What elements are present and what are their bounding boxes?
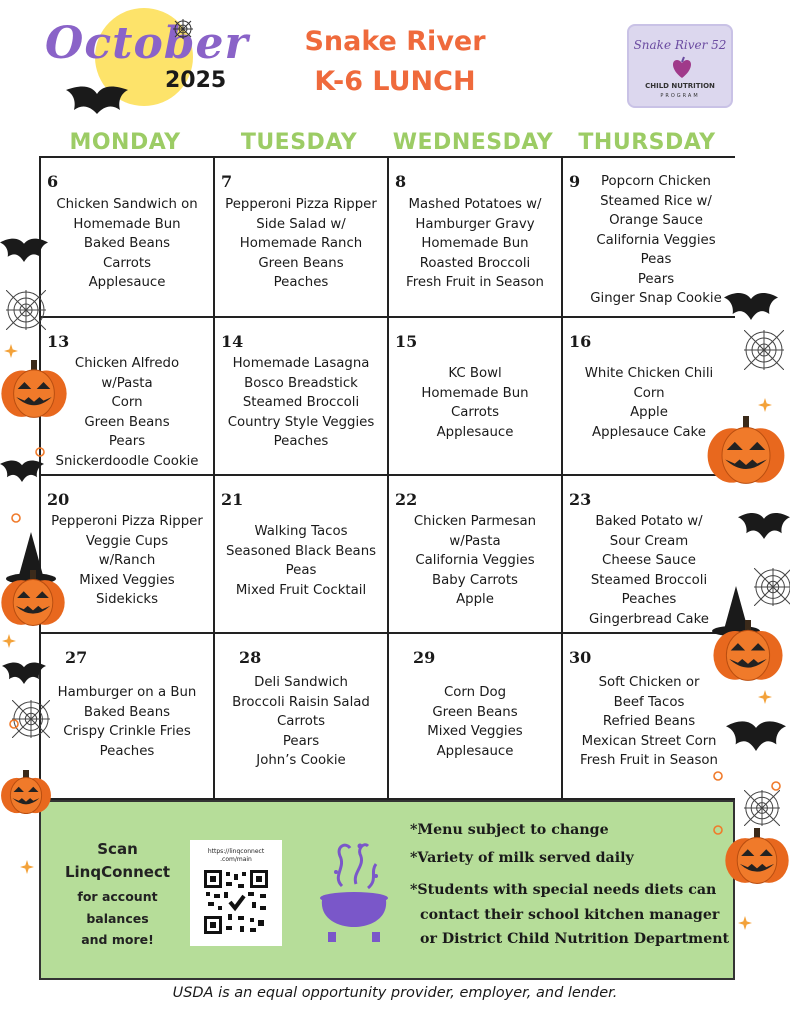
date-number: 20 (47, 490, 70, 509)
menu-item: Soft Chicken or (598, 675, 700, 691)
date-number: 28 (239, 648, 262, 667)
scan-desc-line: and more! (81, 932, 154, 947)
menu-item: Steamed Broccoli (242, 395, 360, 411)
menu-item: Sidekicks (95, 592, 159, 608)
menu-item: Homemade Bun (73, 216, 181, 232)
pumpkin-icon (724, 828, 790, 884)
district-logo (627, 24, 733, 108)
menu-items (389, 195, 561, 293)
qr-code (204, 870, 268, 934)
menu-item: Veggie Cups (85, 533, 169, 549)
menu-item: Crispy Crinkle Fries (63, 724, 191, 739)
day-header-tuesday: TUESDAY (240, 130, 358, 155)
scan-label: Scan (97, 840, 138, 858)
spiderweb-icon (6, 290, 46, 330)
qr-code-card[interactable] (190, 840, 282, 946)
date-number: 8 (395, 172, 407, 191)
menu-item: Peas (285, 563, 317, 578)
menu-items (215, 354, 387, 452)
menu-item: California Veggies (596, 232, 716, 248)
menu-item: John’s Cookie (256, 753, 346, 769)
star-icon (20, 860, 34, 874)
menu-item: Corn Dog (443, 685, 507, 700)
menu-item: Baked Potato w/ (595, 514, 703, 529)
menu-item: Sour Cream (609, 533, 689, 549)
menu-item: Hamburger Gravy (415, 216, 535, 232)
menu-item: Fresh Fruit in Season (580, 753, 718, 769)
star-icon (2, 634, 16, 648)
menu-item: Applesauce (436, 424, 514, 440)
spiderweb-icon (744, 330, 784, 370)
apple-heart-icon (669, 56, 695, 80)
menu-item: Carrots (102, 255, 152, 271)
date-number: 7 (221, 172, 233, 191)
note-special-diets-cont: contact their school kitchen manager (420, 907, 720, 923)
scan-desc-line: balances (86, 910, 149, 926)
spiderweb-icon (744, 790, 780, 826)
note-menu-change: *Menu subject to change (410, 822, 609, 838)
date-number: 23 (569, 490, 592, 509)
bat-icon (0, 458, 44, 482)
year-label: 2025 (165, 68, 227, 93)
bat-icon (0, 236, 48, 262)
menu-item: Ginger Snap Cookie (590, 291, 722, 306)
menu-item: Peas (640, 252, 672, 267)
menu-item: Peaches (273, 275, 329, 291)
menu-item: Country Style Veggies (227, 414, 375, 430)
note-special-diets: *Students with special needs diets can (410, 882, 717, 898)
menu-items (389, 512, 561, 610)
menu-item: Apple (630, 405, 668, 420)
day-cell-wednesday (389, 476, 563, 634)
ring-icon (712, 824, 724, 836)
menu-item: Roasted Broccoli (419, 255, 531, 271)
date-number: 29 (413, 648, 436, 667)
day-cell-tuesday (215, 318, 389, 476)
menu-item: Deli Sandwich (254, 675, 348, 691)
menu-item: w/Ranch (98, 553, 156, 569)
menu-item: Popcorn Chicken (600, 174, 711, 189)
date-number: 9 (569, 172, 581, 191)
day-cell-tuesday (215, 476, 389, 634)
day-cell-wednesday (389, 318, 563, 476)
menu-item: Peaches (99, 743, 155, 759)
menu-item: Seasoned Black Beans (225, 543, 377, 559)
menu-item: Peaches (621, 592, 677, 607)
logo-name: Snake River 52 (633, 38, 727, 52)
ring-icon (8, 718, 20, 730)
menu-item: Steamed Rice w/ (600, 193, 712, 209)
menu-item: Broccoli Raisin Salad (232, 694, 370, 710)
note-milk: *Variety of milk served daily (410, 850, 634, 866)
menu-item: Corn (633, 385, 665, 401)
usda-statement: USDA is an equal opportunity provider, employer, and lender. (172, 985, 618, 1001)
menu-item: Carrots (450, 405, 500, 420)
star-icon (758, 398, 772, 412)
note-special-diets-cont: or District Child Nutrition Department (420, 931, 730, 947)
menu-item: Homemade Bun (421, 385, 529, 401)
bat-icon (724, 290, 778, 320)
menu-item: KC Bowl (448, 366, 502, 381)
menu-items (41, 683, 213, 761)
cauldron-icon (312, 836, 396, 948)
date-number: 30 (569, 648, 592, 667)
day-cell-wednesday (389, 158, 563, 318)
bat-icon (2, 660, 46, 684)
menu-items (577, 172, 735, 309)
date-number: 6 (47, 172, 59, 191)
page-title: Snake River (304, 26, 486, 57)
menu-item: Mixed Veggies (427, 724, 523, 739)
day-cell-monday (41, 476, 215, 634)
menu-item: Side Salad w/ (256, 216, 346, 232)
menu-item: Carrots (276, 714, 326, 730)
menu-item: Apple (456, 592, 494, 608)
menu-item: Baked Beans (83, 236, 171, 252)
menu-item: Snickerdoodle Cookie (55, 453, 199, 469)
day-cell-thursday (563, 476, 735, 634)
menu-item: Chicken Alfredo (74, 356, 180, 371)
qr-url-line: https://linqconnect (207, 848, 265, 855)
day-header-monday: MONDAY (69, 130, 181, 155)
pumpkin-icon (712, 620, 784, 681)
menu-item: Pepperoni Pizza Ripper (51, 514, 203, 530)
scan-description (60, 886, 175, 951)
menu-calendar-grid (39, 156, 735, 800)
pumpkin-icon (0, 770, 52, 814)
page-subtitle: K-6 LUNCH (314, 66, 476, 97)
menu-item: w/Pasta (449, 533, 501, 549)
pumpkin-icon (0, 570, 66, 626)
menu-items (215, 522, 387, 600)
menu-item: Peaches (273, 434, 329, 450)
star-icon (4, 344, 18, 358)
bat-icon (726, 718, 786, 751)
menu-item: Hamburger on a Bun (57, 685, 197, 700)
menu-items (215, 195, 387, 293)
menu-item: Chicken Sandwich on (56, 197, 198, 213)
menu-item: Homemade Bun (421, 236, 529, 252)
menu-item: Green Beans (84, 414, 170, 430)
menu-item: Green Beans (258, 255, 344, 271)
day-cell-wednesday (389, 634, 563, 798)
menu-item: Baked Beans (83, 704, 171, 720)
menu-item: Steamed Broccoli (590, 572, 708, 588)
menu-item: Gingerbread Cake (589, 611, 709, 627)
menu-item: Chicken Parmesan (413, 514, 537, 530)
menu-item: Corn (111, 395, 143, 410)
menu-item: Refried Beans (602, 714, 696, 730)
qr-url-line: .com/main (220, 856, 252, 863)
day-cell-monday (41, 158, 215, 318)
date-number: 13 (47, 332, 70, 351)
menu-item: California Veggies (415, 553, 535, 569)
month-title: October (45, 18, 249, 69)
menu-item: Green Beans (432, 704, 518, 720)
menu-item: Pears (637, 271, 675, 287)
bat-icon (738, 510, 790, 539)
menu-items (563, 512, 735, 629)
menu-item: Beef Tacos (613, 694, 685, 710)
menu-item: w/Pasta (101, 375, 153, 391)
star-icon (738, 916, 752, 930)
day-cell-thursday (563, 158, 735, 318)
menu-item: Orange Sauce (609, 213, 703, 228)
ring-icon (10, 512, 22, 524)
menu-item: Baby Carrots (432, 572, 518, 588)
date-number: 27 (65, 648, 88, 667)
day-cell-tuesday (215, 158, 389, 318)
pumpkin-icon (0, 360, 68, 418)
logo-line2: CHILD NUTRITION (645, 82, 715, 90)
day-header-wednesday: WEDNESDAY (392, 130, 554, 155)
star-icon (758, 690, 772, 704)
day-header-thursday: THURSDAY (578, 130, 716, 155)
day-cell-tuesday (215, 634, 389, 798)
date-number: 16 (569, 332, 592, 351)
scan-desc-line: for account (77, 889, 158, 904)
menu-items (41, 512, 213, 610)
menu-item: Walking Tacos (254, 524, 348, 539)
menu-item: Mixed Veggies (79, 572, 175, 588)
menu-item: White Chicken Chili (584, 366, 714, 381)
menu-item: Homemade Ranch (239, 236, 363, 252)
menu-items (215, 673, 387, 771)
menu-item: Pepperoni Pizza Ripper (225, 197, 377, 213)
menu-item: Applesauce (88, 275, 166, 291)
menu-items (389, 364, 561, 442)
menu-item: Mexican Street Corn (581, 733, 717, 749)
day-cell-monday (41, 634, 215, 798)
menu-item: Homemade Lasagna (232, 356, 370, 372)
ring-icon (34, 446, 46, 458)
menu-item: Cheese Sauce (602, 553, 696, 568)
menu-items (389, 683, 561, 761)
linqconnect-label: LinqConnect (64, 863, 171, 881)
date-number: 22 (395, 490, 418, 509)
menu-item: Mixed Fruit Cocktail (235, 582, 367, 598)
pumpkin-icon (706, 416, 786, 484)
menu-item: Applesauce Cake (592, 424, 706, 440)
menu-item: Pears (282, 733, 320, 749)
menu-items (41, 195, 213, 293)
date-number: 21 (221, 490, 244, 509)
menu-items (563, 673, 735, 771)
date-number: 15 (395, 332, 418, 351)
menu-item: Pears (108, 434, 146, 449)
menu-item: Applesauce (436, 743, 514, 759)
date-number: 14 (221, 332, 244, 351)
menu-item: Mashed Potatoes w/ (408, 197, 542, 213)
logo-line3: PROGRAM (660, 93, 700, 99)
menu-item: Bosco Breadstick (244, 375, 358, 391)
day-cell-thursday (563, 634, 735, 798)
ring-icon (712, 770, 724, 782)
menu-item: Fresh Fruit in Season (406, 275, 544, 291)
